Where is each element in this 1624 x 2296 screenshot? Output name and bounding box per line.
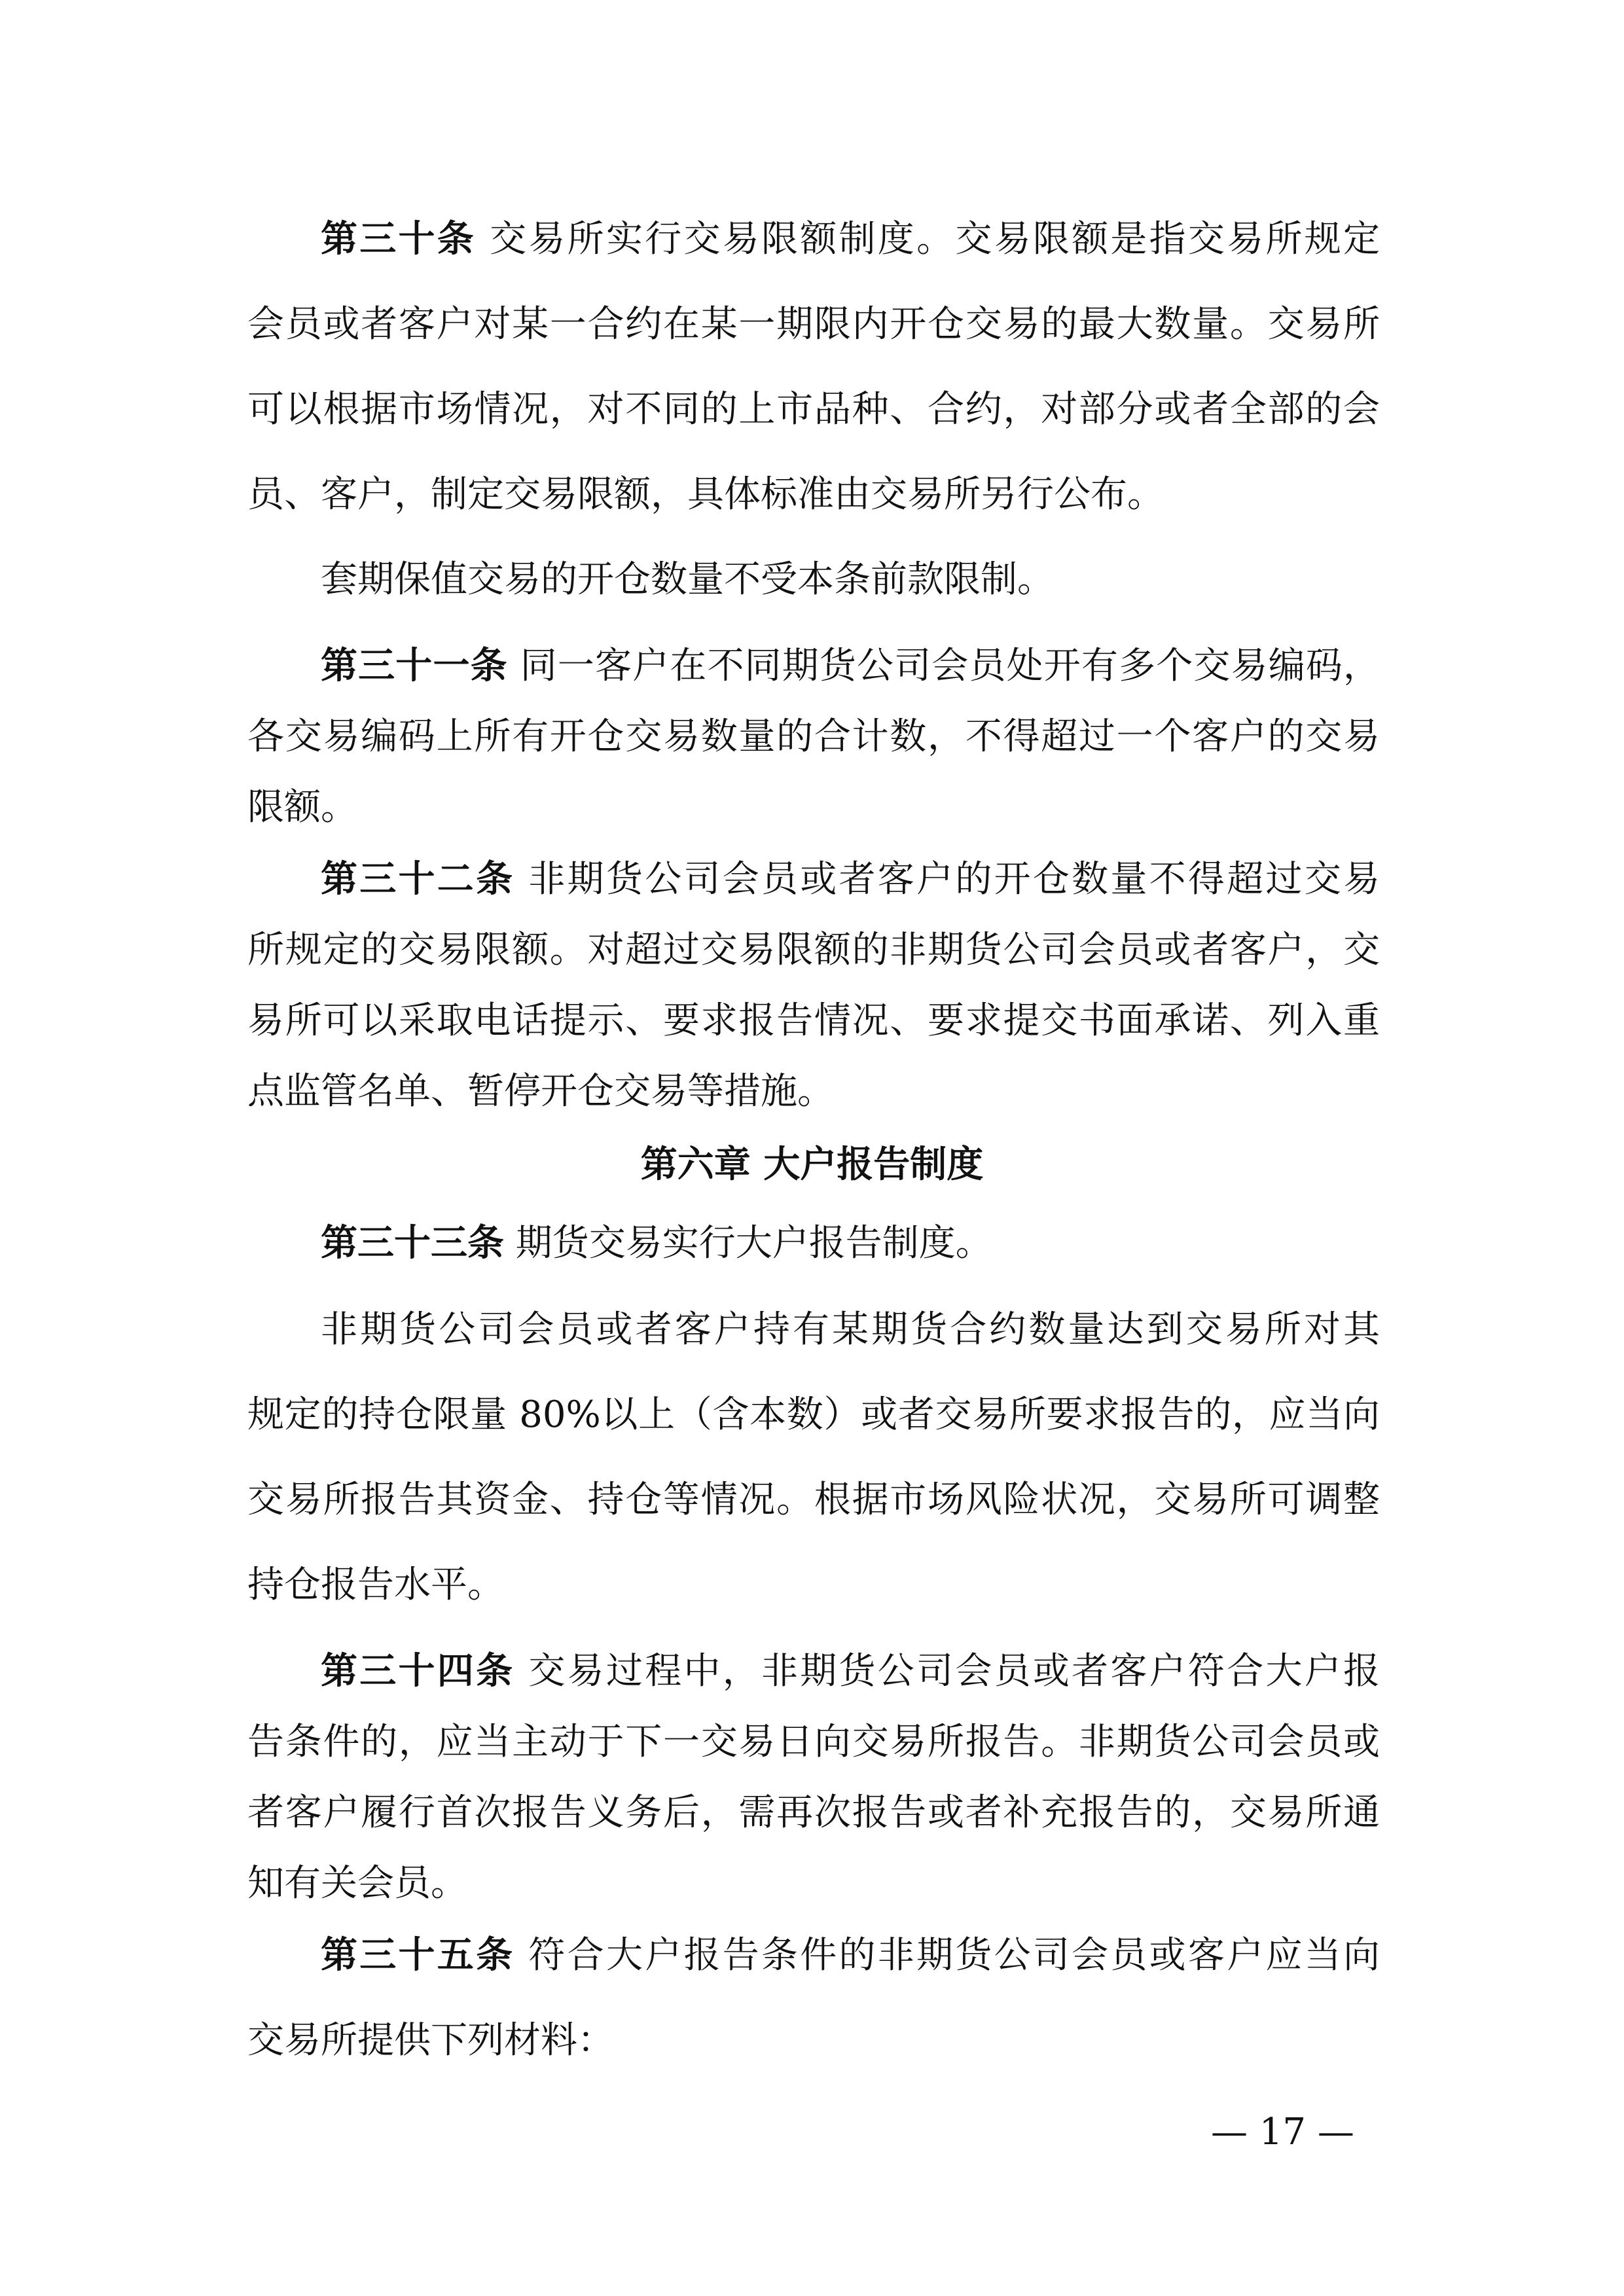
article-33-para-2-line-3: 交易所报告其资金、持仓等情况。根据市场风险状况，交易所可调整 — [247, 1479, 1380, 1521]
article-32-label: 第三十二条 — [321, 858, 515, 901]
article-33-label: 第三十三条 — [321, 1222, 504, 1265]
article-31-label: 第三十一条 — [321, 645, 508, 687]
article-34-line-2: 告条件的，应当主动于下一交易日向交易所报告。非期货公司会员或 — [247, 1721, 1380, 1763]
article-35-line-2: 交易所提供下列材料： — [247, 2019, 614, 2062]
article-30-para-2: 套期保值交易的开仓数量不受本条前款限制。 — [321, 558, 1054, 601]
article-35-line-1: 第三十五条 符合大户报告条件的非期货公司会员或客户应当向 — [321, 1934, 1380, 1977]
article-31-line-1: 第三十一条 同一客户在不同期货公司会员处开有多个交易编码， — [321, 645, 1380, 687]
article-31-line-2: 各交易编码上所有开仓交易数量的合计数，不得超过一个客户的交易 — [247, 715, 1380, 758]
article-32-line-2: 所规定的交易限额。对超过交易限额的非期货公司会员或者客户，交 — [247, 929, 1380, 971]
article-30-line-1: 第三十条 交易所实行交易限额制度。交易限额是指交易所规定 — [321, 218, 1380, 260]
article-33-line-1: 第三十三条 期货交易实行大户报告制度。 — [321, 1222, 992, 1265]
article-30-label: 第三十条 — [321, 218, 477, 260]
article-32-line-4: 点监管名单、暂停开仓交易等措施。 — [247, 1070, 834, 1113]
article-32-line-1: 第三十二条 非期货公司会员或者客户的开仓数量不得超过交易 — [321, 858, 1380, 901]
article-30-line-2: 会员或者客户对某一合约在某一期限内开仓交易的最大数量。交易所 — [247, 303, 1380, 346]
chapter-6-heading: 第六章 大户报告制度 — [640, 1143, 984, 1186]
article-34-line-3: 者客户履行首次报告义务后，需再次报告或者补充报告的，交易所通 — [247, 1791, 1380, 1834]
article-32-line-3: 易所可以采取电话提示、要求报告情况、要求提交书面承诺、列入重 — [247, 999, 1380, 1042]
article-35-label: 第三十五条 — [321, 1934, 515, 1977]
page-number: — 17 — — [1211, 2111, 1354, 2153]
article-30-line-4: 员、客户，制定交易限额，具体标准由交易所另行公布。 — [247, 473, 1164, 516]
article-33-para-2-line-1: 非期货公司会员或者客户持有某期货合约数量达到交易所对其 — [321, 1308, 1380, 1351]
article-34-line-1: 第三十四条 交易过程中，非期货公司会员或者客户符合大户报 — [321, 1650, 1380, 1693]
article-30-line-3: 可以根据市场情况，对不同的上市品种、合约，对部分或者全部的会 — [247, 388, 1380, 431]
article-34-label: 第三十四条 — [321, 1650, 515, 1693]
article-33-para-2-line-2: 规定的持仓限量 80%以上（含本数）或者交易所要求报告的，应当向 — [247, 1393, 1380, 1436]
article-31-line-3: 限额。 — [247, 786, 357, 829]
article-34-line-4: 知有关会员。 — [247, 1862, 467, 1905]
article-33-para-2-line-4: 持仓报告水平。 — [247, 1564, 504, 1606]
